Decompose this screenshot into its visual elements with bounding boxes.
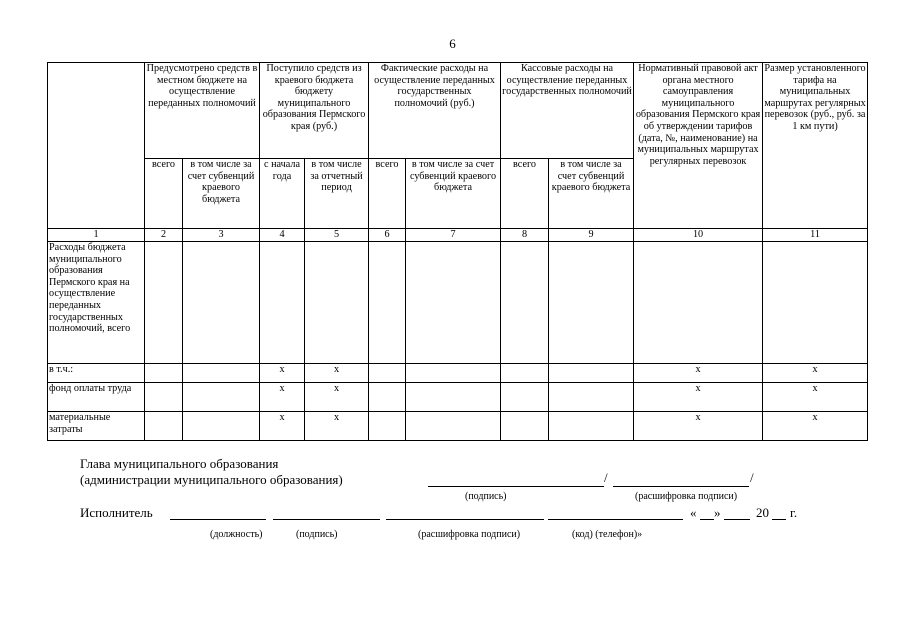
table-cell bbox=[501, 364, 549, 383]
table-cell bbox=[406, 412, 501, 441]
table-cell bbox=[305, 242, 369, 364]
table-row bbox=[48, 364, 868, 383]
table-cell bbox=[549, 412, 634, 441]
column-number: 11 bbox=[763, 229, 868, 242]
caption-signature: (подпись) bbox=[296, 529, 338, 540]
table-cell bbox=[183, 242, 260, 364]
date-year-prefix: 20 bbox=[756, 505, 769, 520]
caption-position: (должность) bbox=[210, 529, 263, 540]
head-decode-line bbox=[613, 486, 749, 487]
executor-position-line bbox=[170, 519, 266, 520]
subheader-total-6: всего bbox=[369, 159, 406, 229]
header-received: Поступило средств из краевого бюджета бюджету муниципального образования Пермского края (руб.) bbox=[260, 63, 369, 159]
table-cell: х bbox=[305, 364, 369, 383]
table-cell: х bbox=[305, 383, 369, 412]
executor-label: Исполнитель bbox=[80, 505, 153, 520]
table-cell bbox=[369, 242, 406, 364]
date-month-line bbox=[724, 519, 750, 520]
table-cell bbox=[501, 412, 549, 441]
column-number: 4 bbox=[260, 229, 305, 242]
table-cell bbox=[763, 242, 868, 364]
table-cell bbox=[549, 242, 634, 364]
subheader-total-2: всего bbox=[145, 159, 183, 229]
row-label: в т.ч.: bbox=[48, 364, 145, 383]
table-cell bbox=[369, 412, 406, 441]
table-cell bbox=[145, 364, 183, 383]
table-row bbox=[48, 383, 868, 412]
executor-decode-line bbox=[386, 519, 544, 520]
date-quote-close: » bbox=[714, 505, 721, 520]
table-cell bbox=[501, 242, 549, 364]
table-cell: х bbox=[305, 412, 369, 441]
table-cell bbox=[406, 364, 501, 383]
table-cell: х bbox=[763, 364, 868, 383]
subheader-from-start-4: с начала года bbox=[260, 159, 305, 229]
row-label: Расходы бюджета муниципального образования Пермского края на осуществление переданных государственных полномочий, всего bbox=[48, 242, 145, 364]
table-cell: х bbox=[634, 364, 763, 383]
head-title-line1: Глава муниципального образования bbox=[80, 456, 279, 471]
header-tariff: Размер установленного тарифа на муниципальных маршрутах регулярных перевозок (руб., руб. за 1 км пути) bbox=[763, 63, 868, 229]
row-label: материальные затраты bbox=[48, 412, 145, 441]
table-cell bbox=[406, 383, 501, 412]
header-cash: Кассовые расходы на осуществление переданных государственных полномочий bbox=[501, 63, 634, 159]
table-cell bbox=[369, 383, 406, 412]
table-cell: х bbox=[634, 383, 763, 412]
caption-signature-decode: (расшифровка подписи) bbox=[635, 491, 738, 502]
header-planned: Предусмотрено средств в местном бюджете на осуществление переданных полномочий bbox=[145, 63, 260, 159]
table-cell bbox=[549, 364, 634, 383]
head-signature-line bbox=[428, 486, 604, 487]
table-cell bbox=[183, 412, 260, 441]
subheader-incl-7: в том числе за счет субвенций краевого бюджета bbox=[406, 159, 501, 229]
table-cell bbox=[183, 383, 260, 412]
table-cell: х bbox=[260, 412, 305, 441]
row-label: фонд оплаты труда bbox=[48, 383, 145, 412]
executor-phone-line bbox=[548, 519, 683, 520]
column-number: 10 bbox=[634, 229, 763, 242]
table-cell: х bbox=[763, 383, 868, 412]
table-cell: х bbox=[260, 364, 305, 383]
table-row bbox=[48, 412, 868, 441]
column-number-row bbox=[48, 229, 868, 242]
subheader-incl-3: в том числе за счет субвенций краевого бюджета bbox=[183, 159, 260, 229]
signature-separator: / bbox=[750, 470, 754, 485]
head-title-line2: (администрации муниципального образования) bbox=[80, 472, 343, 487]
column-number: 1 bbox=[48, 229, 145, 242]
executor-signature-line bbox=[273, 519, 380, 520]
column-number: 7 bbox=[406, 229, 501, 242]
column-number: 5 bbox=[305, 229, 369, 242]
subheader-incl-9: в том числе за счет субвенций краевого бюджета bbox=[549, 159, 634, 229]
date-day-line bbox=[700, 519, 714, 520]
table-cell bbox=[260, 242, 305, 364]
table-cell bbox=[145, 383, 183, 412]
header-corner-cell bbox=[48, 63, 145, 229]
date-year-line bbox=[772, 519, 786, 520]
date-quote-open: « bbox=[690, 505, 697, 520]
signature-separator: / bbox=[604, 470, 608, 485]
table-cell bbox=[145, 412, 183, 441]
page-number: 6 bbox=[449, 36, 456, 51]
header-actual: Фактические расходы на осуществление переданных государственных полномочий (руб.) bbox=[369, 63, 501, 159]
caption-phone: (код) (телефон)» bbox=[572, 529, 643, 540]
column-number: 2 bbox=[145, 229, 183, 242]
column-number: 3 bbox=[183, 229, 260, 242]
table-cell bbox=[145, 242, 183, 364]
table-cell bbox=[369, 364, 406, 383]
column-number: 8 bbox=[501, 229, 549, 242]
table-cell bbox=[183, 364, 260, 383]
header-normative: Нормативный правовой акт органа местного самоуправления муниципального образования Пермского края об утверждении тарифов (дата, №, наименование) на муниципальных маршрутах регулярных перевозок bbox=[634, 63, 763, 229]
table-cell bbox=[634, 242, 763, 364]
subheader-total-8: всего bbox=[501, 159, 549, 229]
report-table bbox=[47, 62, 868, 441]
table-cell: х bbox=[634, 412, 763, 441]
caption-signature-decode: (расшифровка подписи) bbox=[418, 529, 521, 540]
column-number: 9 bbox=[549, 229, 634, 242]
table-cell bbox=[406, 242, 501, 364]
table-cell: х bbox=[763, 412, 868, 441]
caption-signature: (подпись) bbox=[465, 491, 507, 502]
column-number: 6 bbox=[369, 229, 406, 242]
table-cell bbox=[501, 383, 549, 412]
table-row bbox=[48, 242, 868, 364]
table-cell: х bbox=[260, 383, 305, 412]
table-cell bbox=[549, 383, 634, 412]
subheader-incl-period-5: в том числе за отчетный период bbox=[305, 159, 369, 229]
date-year-suffix: г. bbox=[790, 505, 798, 520]
